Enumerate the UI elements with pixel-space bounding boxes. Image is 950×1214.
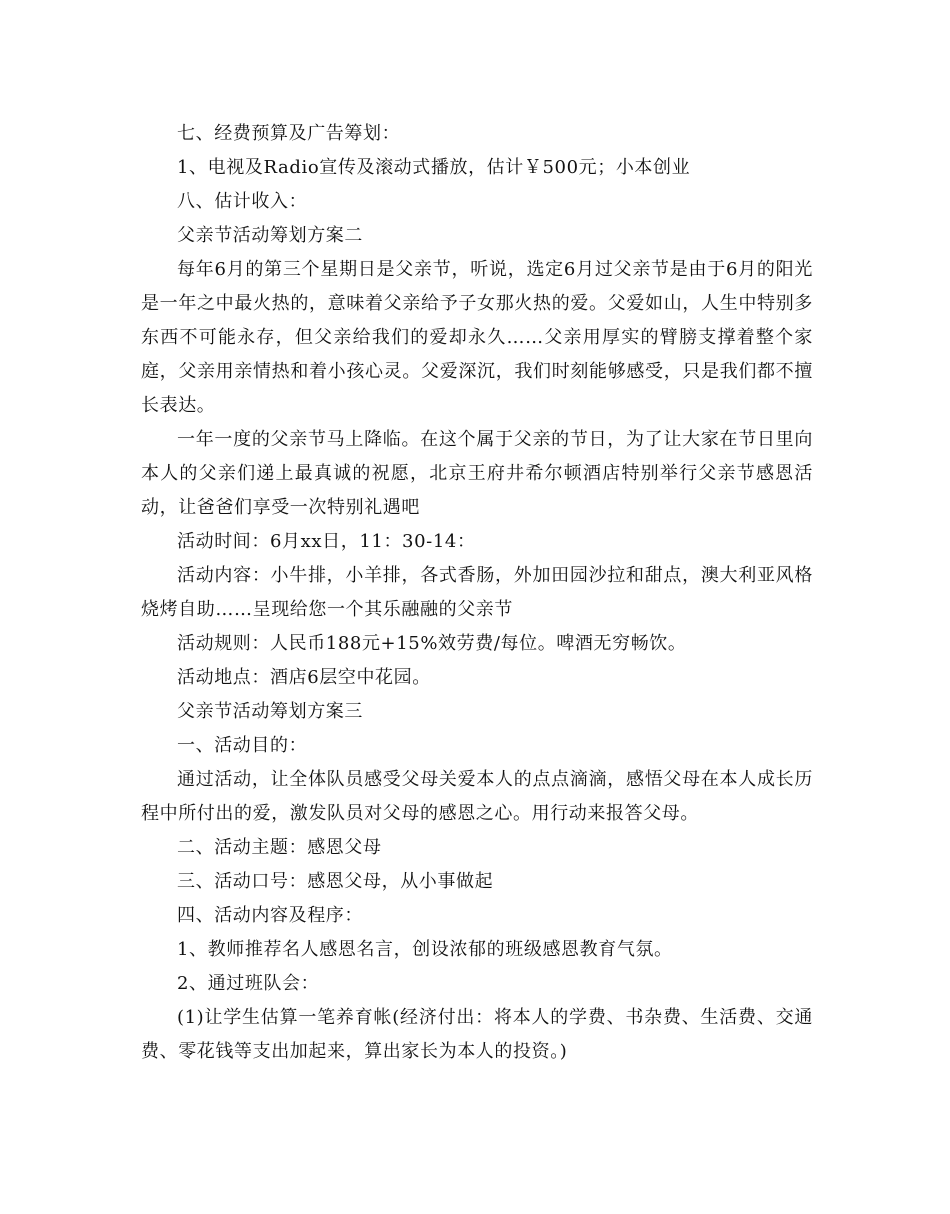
event-content: 活动内容：小牛排，小羊排，各式香肠，外加田园沙拉和甜点，澳大利亚风格烧烤自助……呈现给您一个其乐融融的父亲节 (141, 565, 813, 620)
paragraph-fathers-day-intro: 每年6月的第三个星期日是父亲节，听说，选定6月过父亲节是由于6月的阳光是一年之中最火热的，意味着父亲给予子女那火热的爱。父爱如山，人生中特别多东西不可能永存，但父亲给我们的爱却永久……父亲用厚实的臂膀支撑着整个家庭，父亲用亲情热和着小孩心灵。父爱深沉，我们时刻能够感受，只是我们都不擅长表达。 (141, 259, 813, 416)
budget-item-1: 1、电视及Radio宣传及滚动式播放，估计￥500元；小本创业 (177, 157, 691, 178)
heading-budget: 七、经费预算及广告筹划： (177, 123, 401, 144)
heading-slogan: 三、活动口号：感恩父母，从小事做起 (177, 871, 494, 892)
paragraph-purpose: 通过活动，让全体队员感受父母关爱本人的点点滴滴，感悟父母在本人成长历程中所付出的爱，激发队员对父母的感恩之心。用行动来报答父母。 (141, 769, 813, 824)
event-location: 活动地点：酒店6层空中花园。 (177, 667, 431, 688)
document-body (141, 117, 813, 1069)
procedure-item-1: 1、教师推荐名人感恩名言，创设浓郁的班级感恩教育气氛。 (177, 939, 673, 960)
paragraph-hotel-event: 一年一度的父亲节马上降临。在这个属于父亲的节日，为了让大家在节日里向本人的父亲们递上最真诚的祝愿，北京王府井希尔顿酒店特别举行父亲节感恩活动，让爸爸们享受一次特别礼遇吧 (141, 429, 813, 518)
event-time: 活动时间：6月xx日，11：30-14： (177, 531, 476, 552)
heading-purpose: 一、活动目的： (177, 735, 308, 756)
procedure-subitem-1: (1)让学生估算一笔养育帐(经济付出：将本人的学费、书杂费、生活费、交通费、零花钱等支出加起来，算出家长为本人的投资。) (141, 1007, 813, 1062)
heading-income: 八、估计收入： (177, 191, 308, 212)
heading-theme: 二、活动主题：感恩父母 (177, 837, 382, 858)
event-rules: 活动规则：人民币188元+15%效劳费/每位。啤酒无穷畅饮。 (177, 633, 687, 654)
heading-content-procedure: 四、活动内容及程序： (177, 905, 363, 926)
section-title-plan-two: 父亲节活动筹划方案二 (177, 225, 363, 246)
section-title-plan-three: 父亲节活动筹划方案三 (177, 701, 363, 722)
procedure-item-2: 2、通过班队会： (177, 973, 320, 994)
